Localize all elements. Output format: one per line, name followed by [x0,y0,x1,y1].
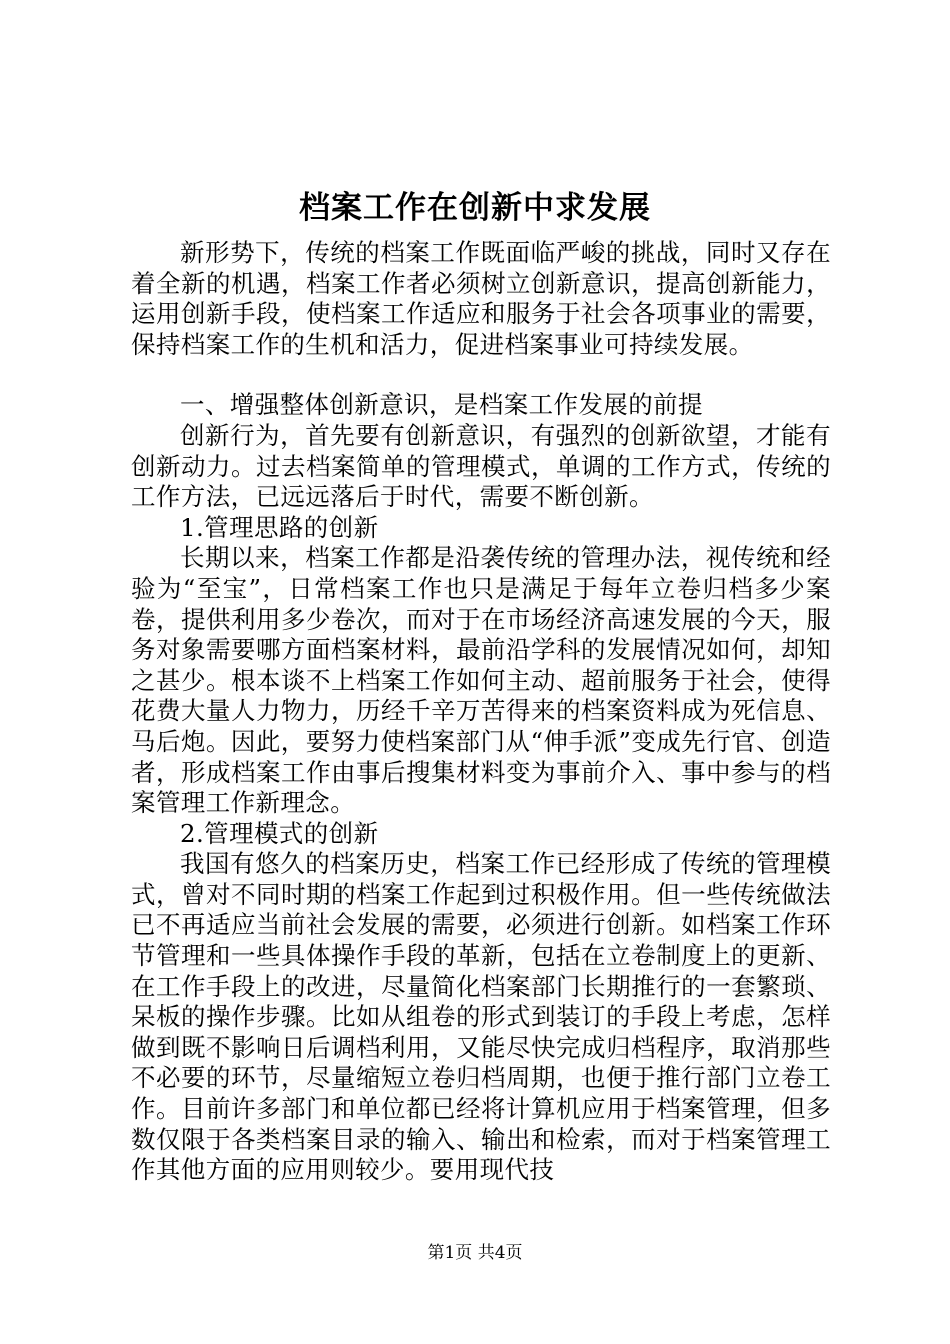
subsection-heading-2: 2.管理模式的创新 [180,818,379,848]
paragraph: 我国有悠久的档案历史，档案工作已经形成了传统的管理模式，曾对不同时期的档案工作起到过积极作用。但一些传统做法已不再适应当前社会发展的需要，必须进行创新。如档案工作环节管理和一些具体操作手段的革新，包括在立卷制度上的更新、在工作手段上的改进，尽量简化档案部门长期推行的一套繁琐、呆板的操作步骤。比如从组卷的形式到装订的手段上考虑，怎样做到既不影响日后调档利用，又能尽快完成归档程序，取消那些不必要的环节，尽量缩短立卷归档周期，也便于推行部门立卷工作。目前许多部门和单位都已经将计算机应用于档案管理，但多数仅限于各类档案目录的输入、输出和检索，而对于档案管理工作其他方面的应用则较少。要用现代技 [131,849,831,1185]
intro-paragraph: 新形势下，传统的档案工作既面临严峻的挑战，同时又存在着全新的机遇，档案工作者必须树立创新意识，提高创新能力，运用创新手段，使档案工作适应和服务于社会各项事业的需要，保持档案工作的生机和活力，促进档案事业可持续发展。 [131,238,831,359]
paragraph: 长期以来，档案工作都是沿袭传统的管理办法，视传统和经验为“至宝”，日常档案工作也只是满足于每年立卷归档多少案卷，提供利用多少卷次，而对于在市场经济高速发展的今天，服务对象需要哪方面档案材料，最前沿学科的发展情况如何，却知之甚少。根本谈不上档案工作如何主动、超前服务于社会，使得花费大量人力物力，历经千辛万苦得来的档案资料成为死信息、马后炮。因此，要努力使档案部门从“伸手派”变成先行官、创造者，形成档案工作由事后搜集材料变为事前介入、事中参与的档案管理工作新理念。 [131,543,831,818]
paragraph: 创新行为，首先要有创新意识，有强烈的创新欲望，才能有创新动力。过去档案简单的管理模式，单调的工作方式，传统的工作方法，已远远落后于时代，需要不断创新。 [131,420,831,512]
document-body [131,238,831,1186]
section-heading-1: 一、增强整体创新意识，是档案工作发展的前提 [180,390,703,420]
document-title: 档案工作在创新中求发展 [299,190,651,226]
page-number-footer: 第1页 共4页 [427,1243,523,1263]
subsection-heading-1: 1.管理思路的创新 [180,512,379,542]
